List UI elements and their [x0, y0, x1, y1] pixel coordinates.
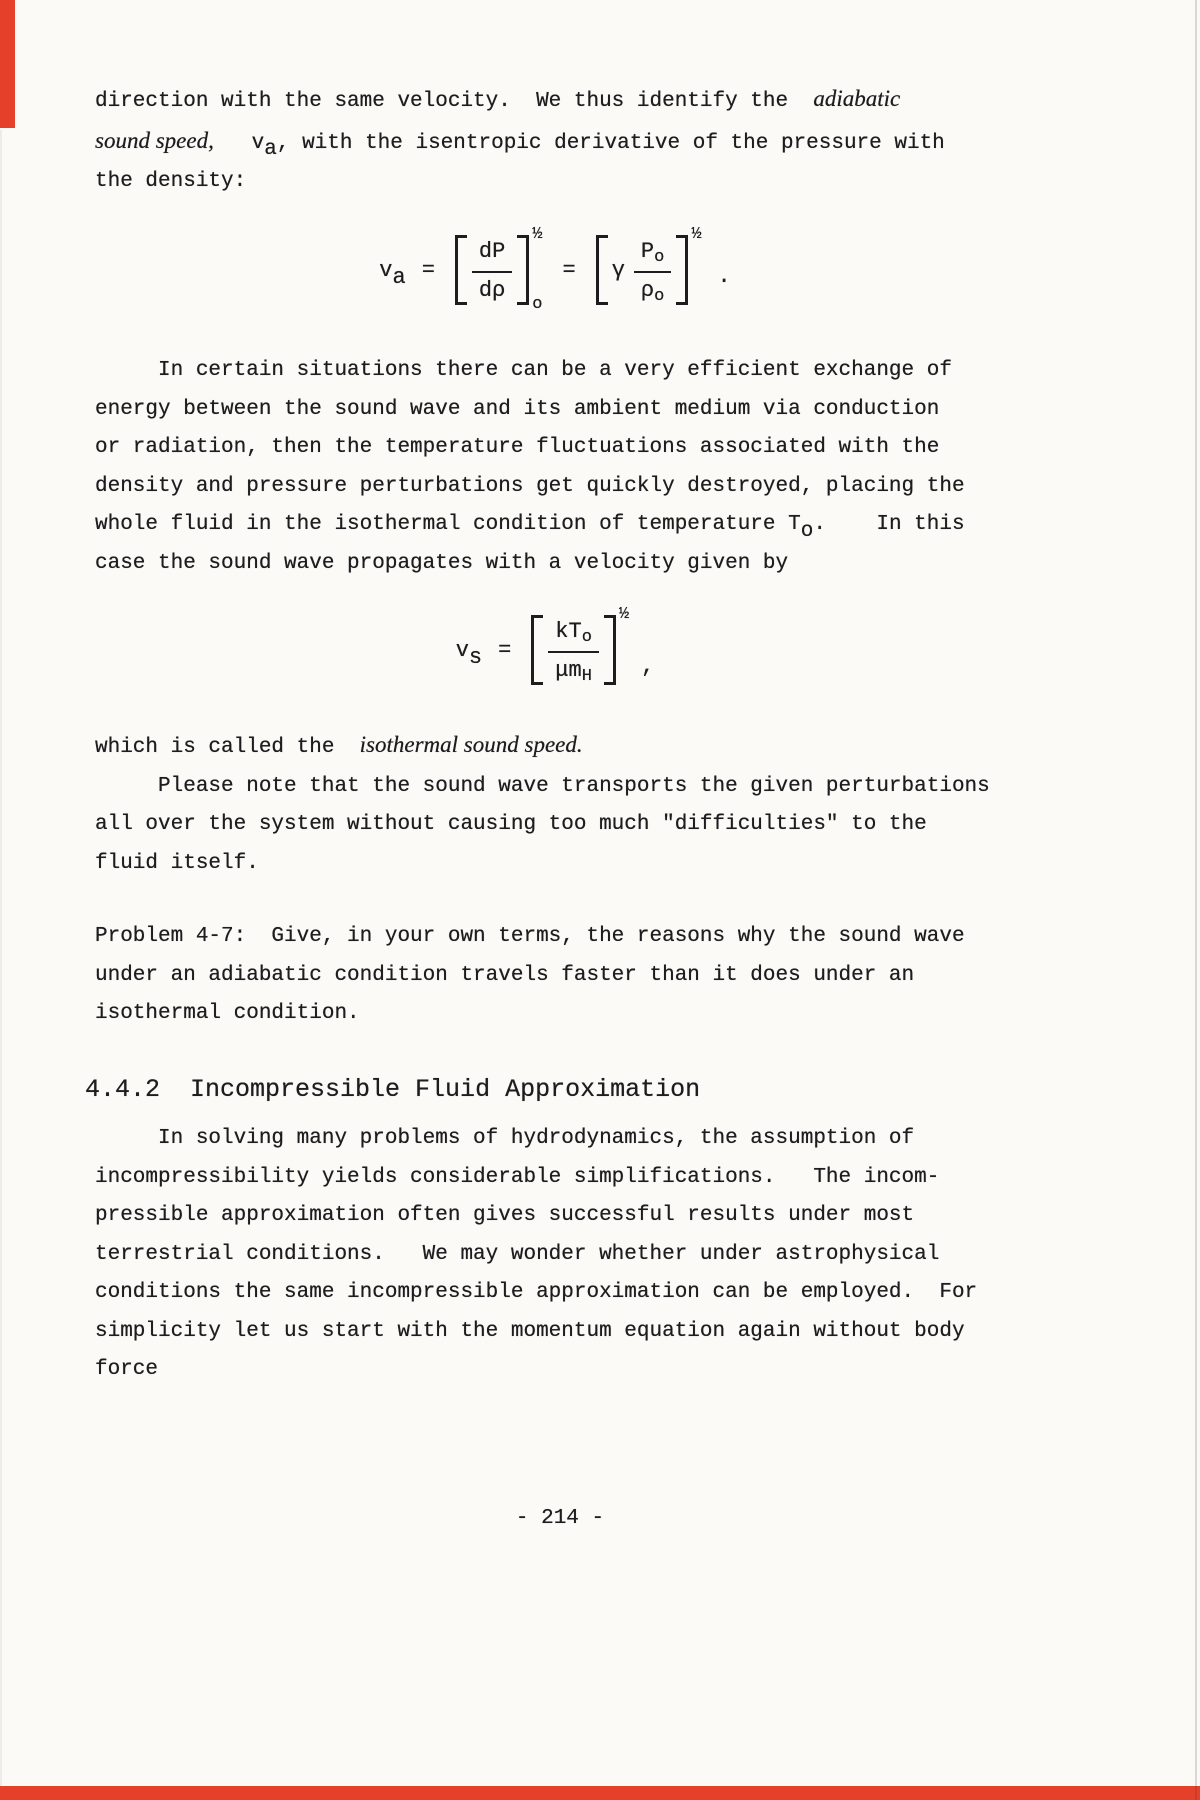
- numerator: [548, 615, 599, 653]
- page-number: [95, 1500, 1025, 1539]
- text-run: direction with the same velocity. We thus identify the: [95, 90, 814, 113]
- text-run: force: [95, 1358, 159, 1381]
- kT-symbol: kT: [555, 618, 582, 644]
- variable-symbol: v: [379, 257, 393, 283]
- equals-sign: =: [562, 257, 576, 283]
- subscript-a: a: [392, 264, 406, 290]
- text-run: isothermal condition.: [95, 1002, 360, 1025]
- bracketed-gamma-ratio: [596, 224, 702, 306]
- text-run: or radiation, then the temperature fluctuations associated with the: [95, 436, 940, 459]
- text-run: which is called the: [95, 736, 360, 759]
- text-run: all over the system without causing too much "difficulties" to the: [95, 813, 927, 836]
- equals-sign: =: [498, 637, 512, 663]
- text-run: 4.4.2 Incompressible Fluid Approximation: [85, 1075, 701, 1104]
- text-run: v: [213, 131, 265, 155]
- paragraph-incompressible-approximation: [95, 1120, 1025, 1390]
- subscript-o: o: [581, 628, 592, 648]
- text-line: [95, 1197, 1025, 1236]
- right-bracket: [604, 615, 616, 685]
- denominator: [555, 653, 592, 686]
- text-line: [95, 429, 1025, 468]
- text-line: [95, 768, 1025, 807]
- red-edge-stripe-bottom: [0, 1786, 1200, 1800]
- bracket-scripts: [691, 224, 702, 305]
- text-line: [95, 918, 1025, 957]
- equation-period: .: [717, 263, 731, 289]
- denominator: [641, 273, 664, 306]
- subscript-o: o: [800, 519, 814, 543]
- bracket-scripts: [532, 224, 543, 315]
- text-line: [95, 726, 1025, 768]
- italic-term-isothermal-sound-speed: isothermal sound speed.: [359, 732, 583, 757]
- text-line: [95, 506, 1025, 545]
- text-line: [95, 806, 1025, 845]
- equation-comma: ,: [641, 653, 655, 679]
- fraction-kTo-mumH: [548, 615, 599, 685]
- text-line: [95, 163, 1025, 202]
- bracketed-kT-ratio: [531, 604, 630, 686]
- paragraph-adiabatic-sound-speed: [95, 80, 1025, 202]
- text-run: energy between the sound wave and its ambient medium via conduction: [95, 397, 940, 421]
- variable-symbol: v: [455, 637, 469, 663]
- section-heading-4-4-2: [85, 1068, 1015, 1112]
- red-edge-stripe-top-left: [0, 0, 15, 128]
- equals-sign: =: [421, 257, 435, 283]
- right-bracket: [676, 235, 688, 305]
- text-run: density and pressure perturbations get quickly destroyed, placing the: [95, 474, 965, 498]
- fraction-dP-drho: [472, 235, 512, 305]
- subscript-o: o: [654, 248, 665, 268]
- text-line: [95, 545, 1025, 584]
- text-run: In solving many problems of hydrodynamics, the assumption of: [95, 1127, 915, 1150]
- text-run: pressible approximation often gives successful results under most: [95, 1204, 915, 1227]
- italic-term-sound-speed: sound speed,: [95, 127, 214, 153]
- bracketed-derivative: [455, 224, 543, 315]
- text-line: [95, 391, 1025, 430]
- heading-text: [85, 1068, 1015, 1112]
- text-line: [95, 957, 1025, 996]
- subscript-o: o: [532, 295, 543, 315]
- text-run: terrestrial conditions. We may wonder whether under astrophysical: [95, 1242, 940, 1266]
- exponent-half: ½: [691, 224, 702, 244]
- problem-4-7: [95, 918, 1025, 1034]
- exponent-half: ½: [618, 604, 630, 624]
- equation-adiabatic-sound-speed: [95, 220, 1015, 320]
- numerator: [634, 235, 671, 273]
- text-line: [95, 1274, 1025, 1313]
- text-line: [95, 122, 1025, 164]
- denominator: dρ: [478, 277, 506, 303]
- text-line: [95, 1351, 1025, 1390]
- text-run: the density:: [95, 170, 247, 193]
- text-line: [95, 845, 1025, 884]
- fraction-Po-rhoo: [634, 235, 671, 305]
- right-bracket: [517, 235, 529, 305]
- density-symbol: ρ: [640, 277, 655, 303]
- paragraph-sound-wave-note: [95, 726, 1025, 883]
- paragraph-isothermal-condition: [95, 352, 1025, 583]
- left-bracket: [596, 235, 608, 305]
- text-run: whole fluid in the isothermal condition of temperature T: [95, 513, 801, 536]
- exponent-half: ½: [532, 224, 543, 244]
- text-run: Problem 4-7: Give, in your own terms, the reasons why the sound wave: [95, 925, 965, 948]
- bracket-scripts: [618, 604, 630, 685]
- subscript-o: o: [654, 286, 665, 306]
- mu-mH-symbol: μm: [555, 657, 582, 683]
- page-number-text: [95, 1500, 1025, 1539]
- text-line: [95, 1159, 1025, 1198]
- subscript-s: s: [468, 644, 483, 670]
- text-run: conditions the same incompressible approximation can be employed. For: [95, 1281, 978, 1304]
- text-run: In certain situations there can be a very efficient exchange of: [95, 359, 952, 382]
- subscript-a: a: [264, 138, 277, 162]
- text-line: [95, 1236, 1025, 1275]
- text-run: fluid itself.: [95, 851, 259, 875]
- pressure-symbol: P: [640, 238, 655, 264]
- equation-isothermal-sound-speed: [95, 598, 1015, 702]
- text-run: case the sound wave propagates with a velocity given by: [95, 551, 789, 575]
- text-run: - 214 -: [515, 1507, 605, 1530]
- text-line: [95, 352, 1025, 391]
- left-bracket: [531, 615, 543, 685]
- text-line: [95, 995, 1025, 1034]
- gamma-symbol: γ: [611, 257, 625, 283]
- variable-vs: [455, 637, 483, 670]
- left-bracket: [455, 235, 467, 305]
- italic-term-adiabatic: adiabatic: [813, 86, 901, 111]
- text-line: [95, 1313, 1025, 1352]
- text-line: [95, 1120, 1025, 1159]
- text-line: [95, 80, 1025, 122]
- text-run: , with the isentropic derivative of the pressure with: [276, 131, 945, 155]
- numerator: dP: [472, 235, 512, 273]
- text-line: [95, 468, 1025, 507]
- text-run: simplicity let us start with the momentum equation again without body: [95, 1319, 965, 1343]
- variable-va: [379, 257, 406, 290]
- text-run: under an adiabatic condition travels faster than it does under an: [95, 963, 915, 987]
- text-run: Please note that the sound wave transports the given perturbations: [95, 774, 990, 798]
- subscript-H: H: [581, 666, 592, 686]
- text-run: incompressibility yields considerable simplifications. The incom-: [95, 1165, 940, 1189]
- text-run: . In this: [813, 513, 965, 536]
